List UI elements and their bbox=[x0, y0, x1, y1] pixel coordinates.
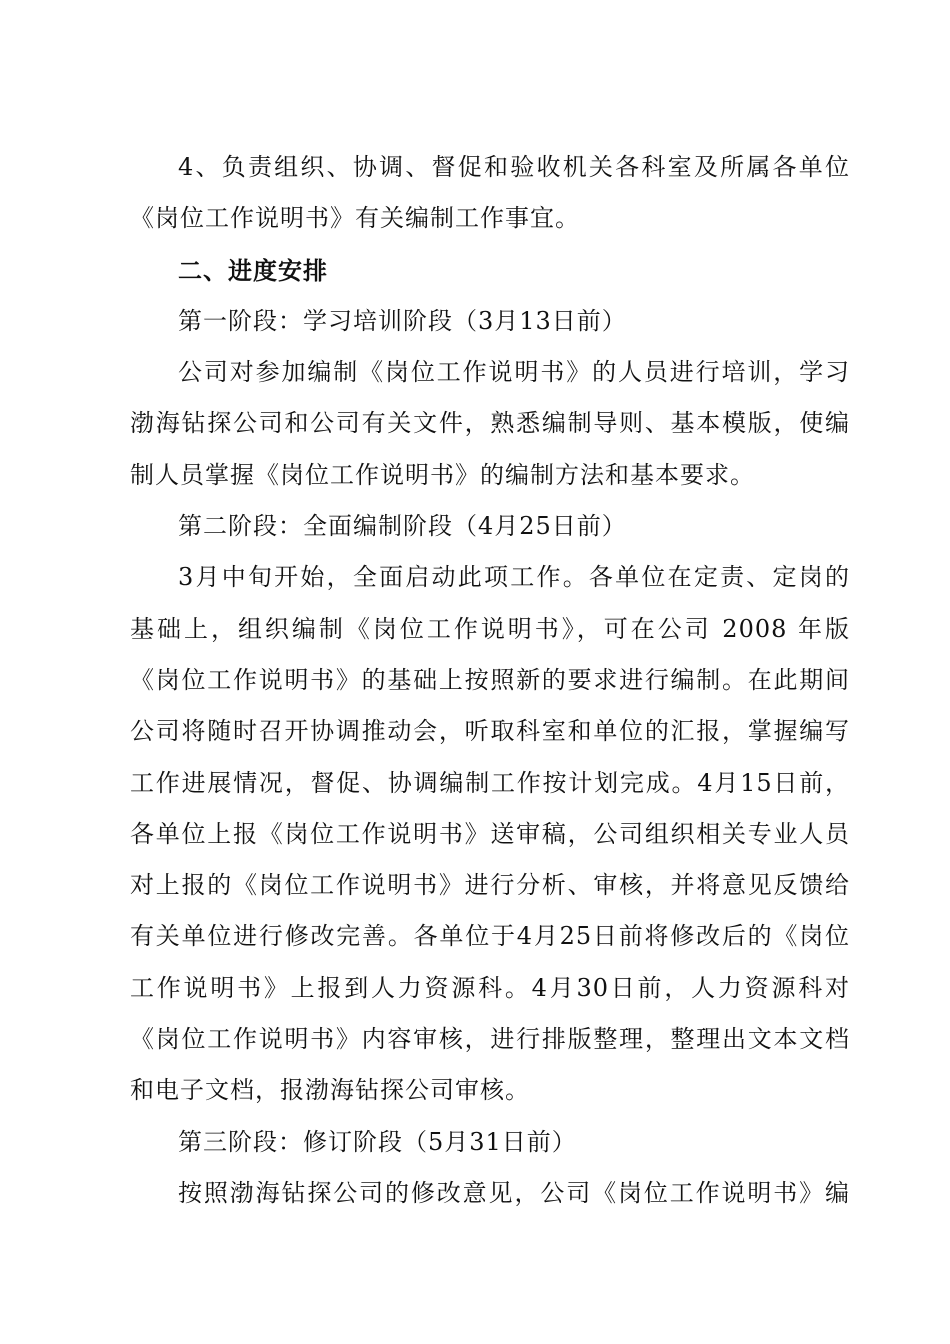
text-line: 第三阶段：修订阶段（5月31日前） bbox=[178, 1127, 577, 1156]
text-line: 有关单位进行修改完善。各单位于4月25日前将修改后的《岗位 bbox=[130, 922, 850, 951]
text-line: 第二阶段：全面编制阶段（4月25日前） bbox=[178, 512, 627, 541]
document-body bbox=[130, 142, 850, 1219]
text-line: 基础上，组织编制《岗位工作说明书》，可在公司 2008 年版 bbox=[130, 614, 850, 643]
text-line: 渤海钻探公司和公司有关文件，熟悉编制导则、基本模版，使编 bbox=[130, 409, 850, 438]
text-line: 《岗位工作说明书》内容审核，进行排版整理，整理出文本文档 bbox=[130, 1025, 850, 1054]
text-line: 公司对参加编制《岗位工作说明书》的人员进行培训，学习 bbox=[178, 358, 850, 387]
section-heading: 二、进度安排 bbox=[178, 255, 328, 285]
text-line: 和电子文档，报渤海钻探公司审核。 bbox=[130, 1076, 530, 1105]
text-line: 对上报的《岗位工作说明书》进行分析、审核，并将意见反馈给 bbox=[130, 871, 850, 900]
text-line: 制人员掌握《岗位工作说明书》的编制方法和基本要求。 bbox=[130, 460, 755, 489]
text-line: 第一阶段：学习培训阶段（3月13日前） bbox=[178, 306, 627, 335]
text-line: 工作进展情况，督促、协调编制工作按计划完成。4月15日前， bbox=[130, 768, 850, 797]
text-line: 3月中旬开始，全面启动此项工作。各单位在定责、定岗的 bbox=[178, 563, 850, 592]
text-line: 4、负责组织、协调、督促和验收机关各科室及所属各单位 bbox=[178, 153, 850, 181]
text-line: 各单位上报《岗位工作说明书》送审稿，公司组织相关专业人员 bbox=[130, 819, 850, 848]
text-line: 按照渤海钻探公司的修改意见，公司《岗位工作说明书》编 bbox=[178, 1178, 850, 1207]
text-line: 工作说明书》上报到人力资源科。4月30日前，人力资源科对 bbox=[130, 973, 850, 1002]
text-line: 公司将随时召开协调推动会，听取科室和单位的汇报，掌握编写 bbox=[130, 717, 850, 746]
text-line: 《岗位工作说明书》有关编制工作事宜。 bbox=[130, 204, 580, 233]
text-line: 《岗位工作说明书》的基础上按照新的要求进行编制。在此期间 bbox=[130, 665, 850, 694]
